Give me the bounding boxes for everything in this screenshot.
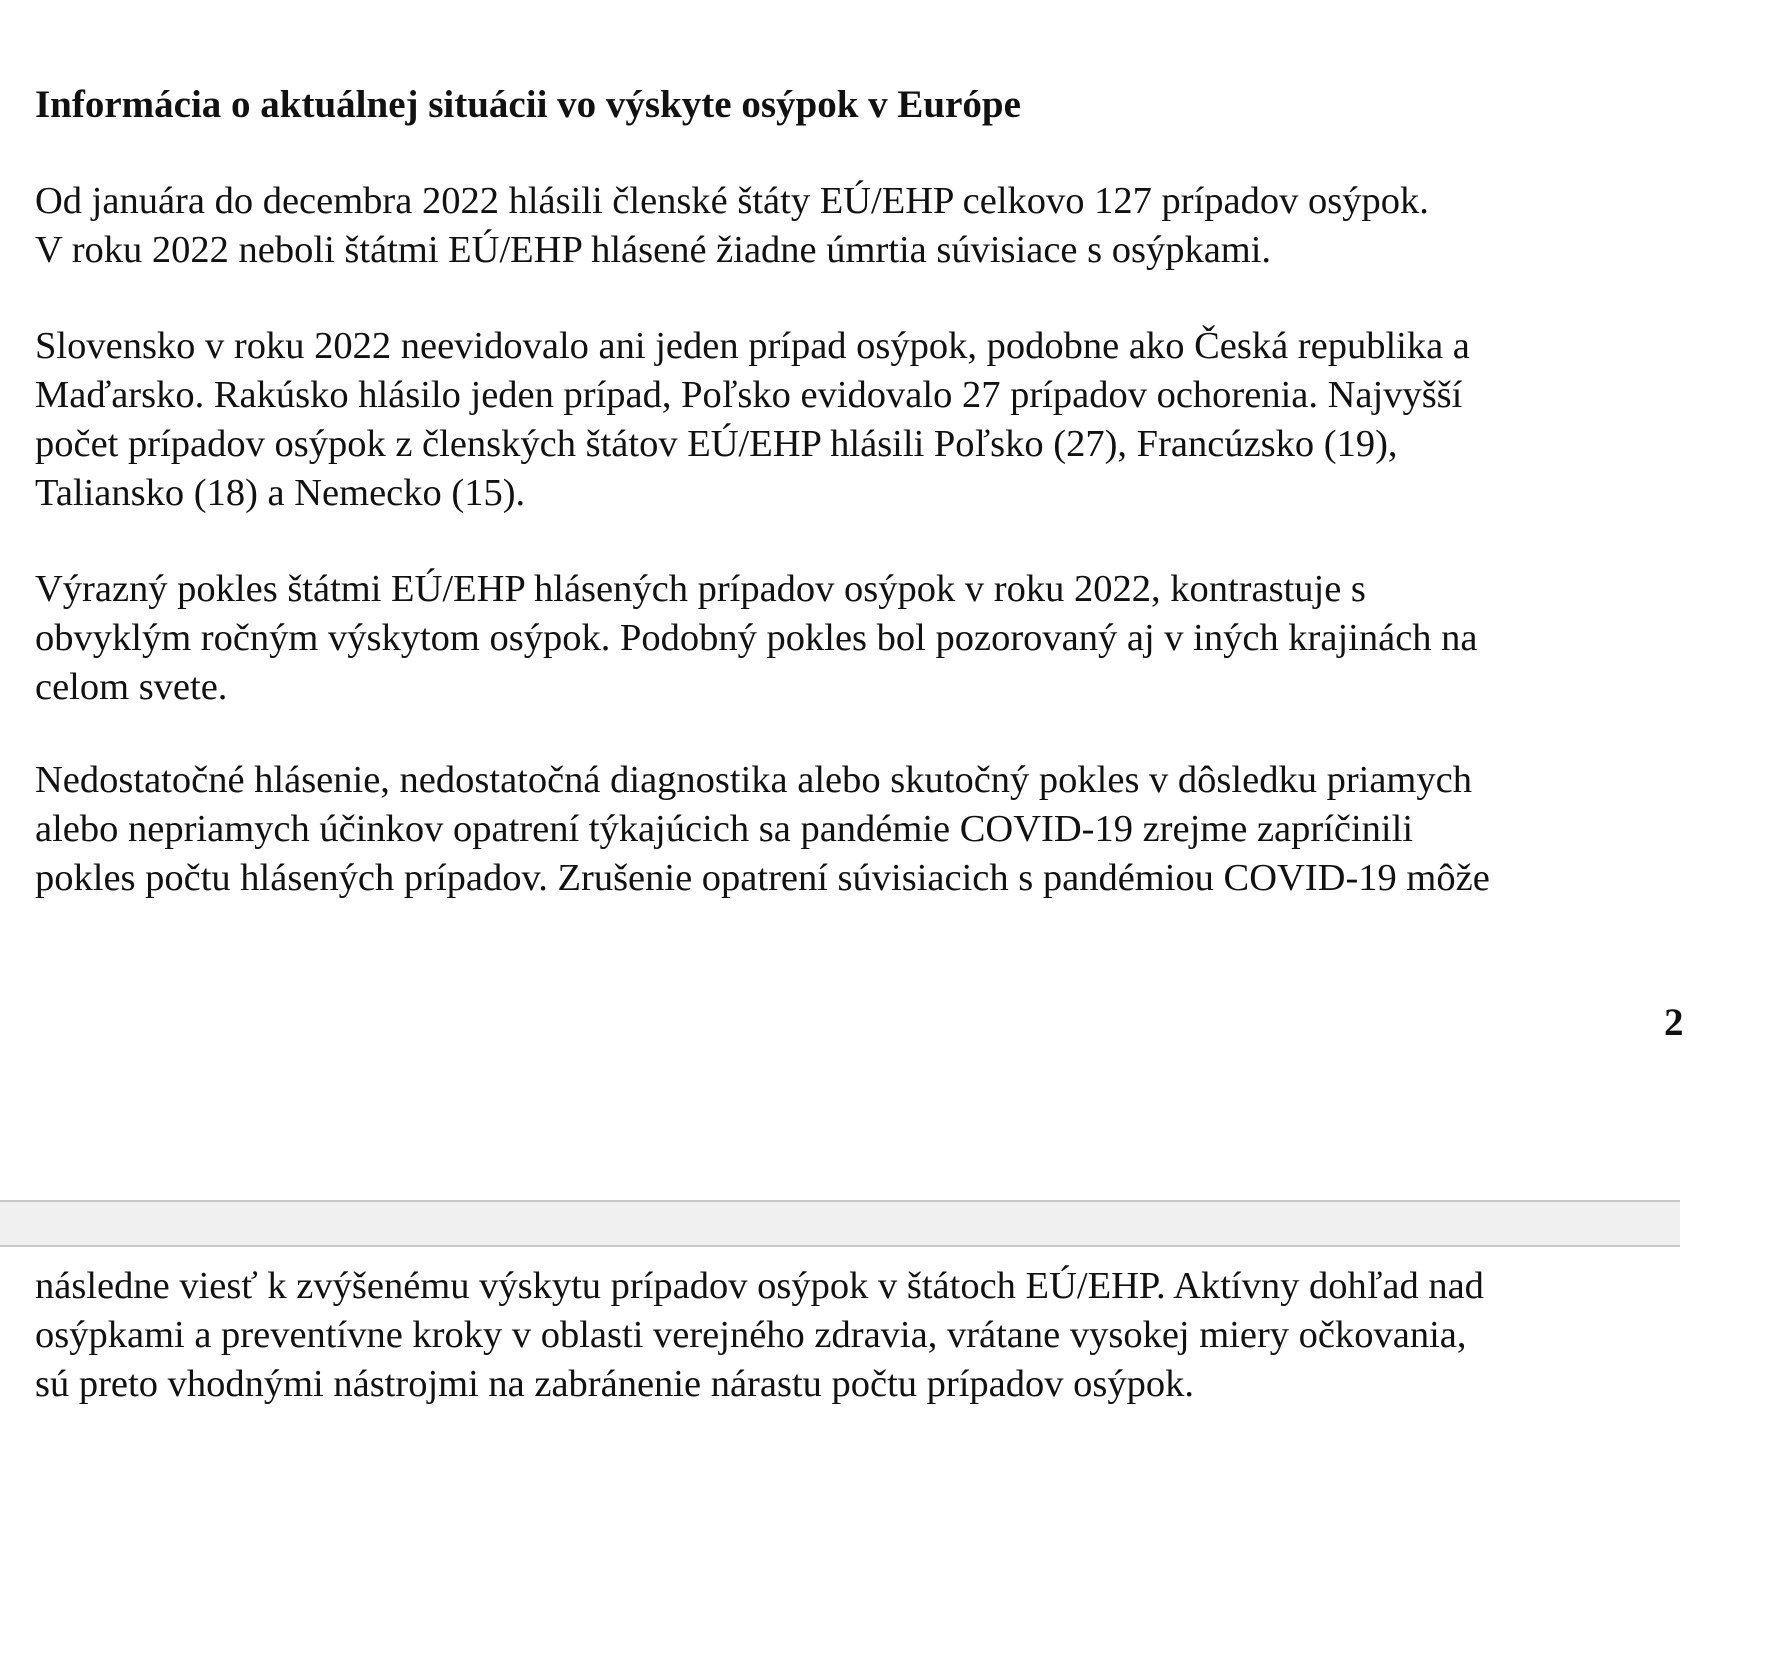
paragraph-5-line-1: následne viesť k zvýšenému výskytu prípadov osýpok v štátoch EÚ/EHP. Aktívny dohľad nad — [35, 1265, 1484, 1307]
paragraph-5-line-3: sú preto vhodnými nástrojmi na zabránenie nárastu počtu prípadov osýpok. — [35, 1363, 1195, 1405]
paragraph-4-line-3: pokles počtu hlásených prípadov. Zrušenie opatrení súvisiacich s pandémiou COVID-19 môže — [35, 857, 1490, 899]
paragraph-4-line-2: alebo nepriamych účinkov opatrení týkajúcich sa pandémie COVID-19 zrejme zapríčinili — [35, 808, 1414, 850]
paragraph-4 — [35, 756, 1775, 903]
paragraph-1 — [35, 177, 1775, 275]
paragraph-2-line-4: Taliansko (18) a Nemecko (15). — [35, 472, 526, 514]
paragraph-3 — [35, 565, 1775, 712]
paragraph-1-line-1: Od januára do decembra 2022 hlásili členské štáty EÚ/EHP celkovo 127 prípadov osýpok. — [35, 180, 1429, 222]
paragraph-2-line-2: Maďarsko. Rakúsko hlásilo jeden prípad, Poľsko evidovalo 27 prípadov ochorenia. Najvyšší — [35, 374, 1463, 416]
page-separator — [0, 1200, 1680, 1247]
paragraph-3-line-3: celom svete. — [35, 666, 228, 708]
paragraph-5 — [35, 1262, 1775, 1409]
paragraph-2-line-1: Slovensko v roku 2022 neevidovalo ani jeden prípad osýpok, podobne ako Česká republika a — [35, 325, 1470, 367]
paragraph-4-line-1: Nedostatočné hlásenie, nedostatočná diagnostika alebo skutočný pokles v dôsledku priamych — [35, 759, 1472, 801]
paragraph-2 — [35, 322, 1775, 518]
paragraph-3-line-1: Výrazný pokles štátmi EÚ/EHP hlásených prípadov osýpok v roku 2022, kontrastuje s — [35, 568, 1366, 610]
document-title: Informácia o aktuálnej situácii vo výskyte osýpok v Európe — [35, 83, 1021, 126]
page-number: 2 — [1664, 1001, 1684, 1044]
paragraph-3-line-2: obvyklým ročným výskytom osýpok. Podobný pokles bol pozorovaný aj v iných krajinách na — [35, 617, 1478, 659]
paragraph-1-line-2: V roku 2022 neboli štátmi EÚ/EHP hlásené žiadne úmrtia súvisiace s osýpkami. — [35, 229, 1272, 271]
paragraph-5-line-2: osýpkami a preventívne kroky v oblasti verejného zdravia, vrátane vysokej miery očkovania, — [35, 1314, 1467, 1356]
paragraph-2-line-3: počet prípadov osýpok z členských štátov EÚ/EHP hlásili Poľsko (27), Francúzsko (19), — [35, 423, 1398, 465]
